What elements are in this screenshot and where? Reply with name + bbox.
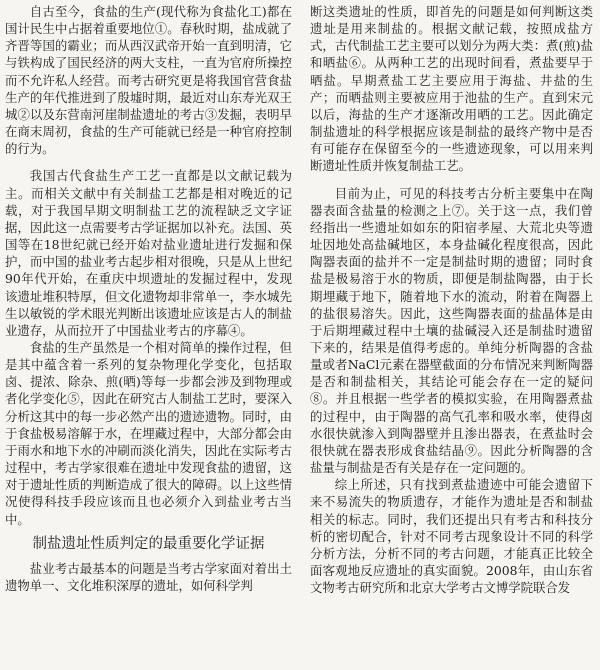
right-column xyxy=(310,3,593,596)
paragraph: 综上所述，只有找到煮盐遗迹中可能会遗留下来不易流失的物质遗存，才能作为遗址是否和制盐相关的标志。同时，我们还提出只有考古和科技分析的密切配合，针对不同考古现象设计不同的科学分析方法，分析不同的考古问题，才能真正比较全面客观地反应遗址的真实面貌。2008年，由山东省文物考古研究所和北京大学考古文博学院联合发 xyxy=(310,477,593,596)
paragraph: 自古至今，食盐的生产(现代称为食盐化工)都在国计民生中占据着重要地位①。春秋时期，盐成就了齐晋等国的霸业；而从西汉武帝开始一直到明清，它与铁构成了国民经济的两大支柱，一直为官府所操控而不允许私人经营。而考古研究更是将我国官营食盐生产的年代推进到了殷墟时期，最近对山东寿光双王城②以及东营南河崖制盐遗址的考古③发掘，表明早在商末周初，食盐的生产可能就已经是一种官府控制的行为。 xyxy=(5,4,292,157)
paragraph: 我国古代食盐生产工艺一直都是以文献记载为主。而相关文献中有关制盐工艺都是相对晚近的记载，对于我国早期文明制盐工艺的流程缺乏文字证据，因此这一点需要考古学证据加以补充。法国、英国等在18世纪就已经开始对盐业遗址进行发掘和保护，而中国的盐业考古起步相对很晚，只是从上世纪90年代开始，在重庆中坝遗址的发掘过程中，发现该遗址堆积特厚，但文化遗物却非常单一，李水城先生以敏锐的学术眼光判断出该遗址应该是古人的制盐业遗存，从而拉开了中国盐业考古的序幕④。 xyxy=(5,168,292,338)
left-column xyxy=(5,3,292,594)
paragraph: 食盐的生产虽然是一个相对简单的操作过程，但是其中蕴含着一系列的复杂物理化学变化，包括取卤、提浓、除杂、煎(晒)等每一步都会涉及到物理或者化学变化⑤，因此在研究古人制盐工艺时，要深入分析这其中的每一步必然产出的遗迹遗物。同时，由于食盐极易溶解于水，在埋藏过程中，大部分都会由于雨水和地下水的冲刷而淡化消失，因此在实际考古过程中，考古学家很难在遗址中发现食盐的遗留，这对于遗址性质的判断造成了很大的障碍。以上这些情况使得科技手段应该而且也必须介入到盐业考古当中。 xyxy=(5,339,292,527)
paragraph: 盐业考古最基本的问题是当考古学家面对着出土遗物单一、文化堆积深厚的遗址，如何科学判 xyxy=(5,560,292,593)
paragraph: 断这类遗址的性质，即首先的问题是如何判断这类遗址是用来制盐的。根据文献记载，按照成盐方式，古代制盐工艺主要可以划分为两大类：煮(煎)盐和晒盐⑥。从两种工艺的出现时间看，煮盐要早于晒盐。早期煮盐工艺主要应用于海盐、井盐的生产；而晒盐则主要被应用于池盐的生产。直到宋元以后，海盐的生产才逐渐改用晒的工艺。因此确定制盐遗址的科学根据应该是制盐的最终产物中是否有可能存在保留至今的一些遗迹现象，可以用来判断遗址性质并恢复制盐工艺。 xyxy=(310,4,593,174)
section-heading: 制盐遗址性质判定的最重要化学证据 xyxy=(32,535,265,552)
paragraph: 目前为止，可见的科技考古分析主要集中在陶器表面含盐量的检测之上⑦。关于这一点，我们曾经指出一些遗址如如东的阳宿孝屋、大荒北央等遗址因地处高盐碱地区，本身盐碱化程度很高，因此陶器表面的盐并不一定是制盐时期的遗留；同时食盐是极易溶于水的物质，即便是制盐陶器，由于长期埋藏于地下，随着地下水的流动，附着在陶器上的盐很易溶失。因此，这些陶器表面的盐晶体是由于后期埋藏过程中土壤的盐碱浸入还是制盐时遗留下来的，结果是值得考虑的。单纯分析陶器的含盐量或者NaCl元素在器壁截面的分布情况来判断陶器是否和制盐相关，其结论可能会存在一定的疑问⑧。并且根据一些学者的模拟实验，在用陶器煮盐的过程中，由于陶器的高气孔率和吸水率，使得卤水很快就渗入到陶器壁并且渗出器表，在煮盐时会很快就在器表形成食盐结晶⑨。因此分析陶器的含盐量与制盐是否有关是存在一定问题的。 xyxy=(310,185,593,476)
